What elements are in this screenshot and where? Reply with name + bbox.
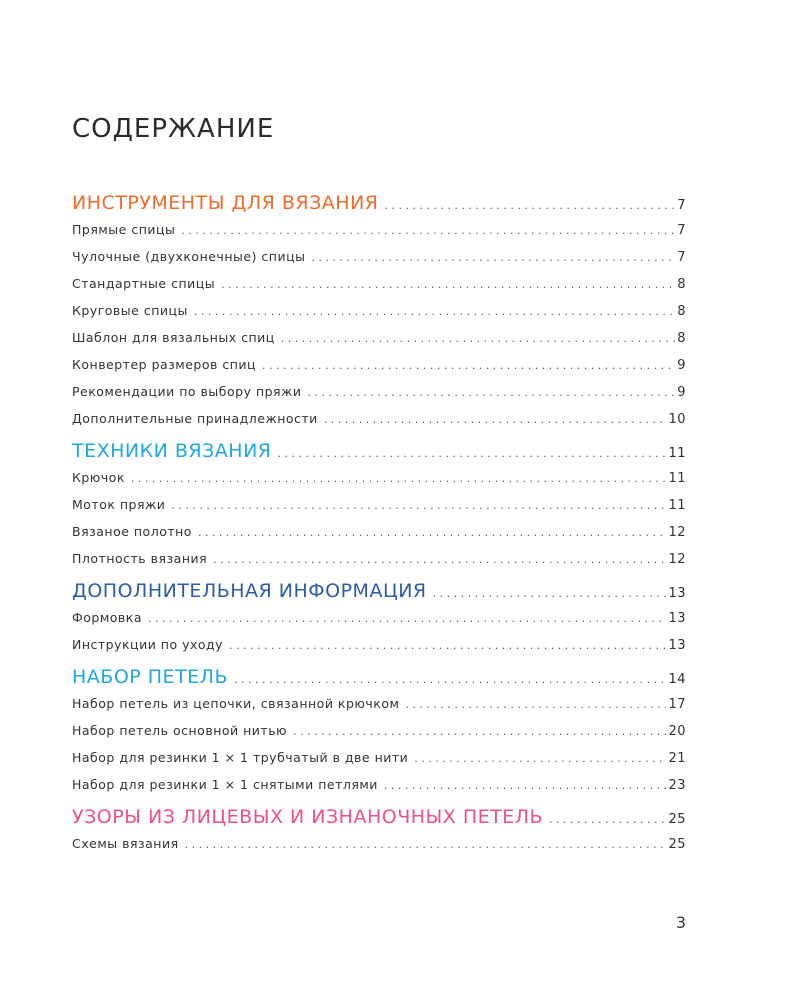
toc-entry-page-number: 11 bbox=[668, 498, 686, 513]
toc-entry-page-number: 12 bbox=[668, 552, 686, 567]
section-page-number: 25 bbox=[668, 812, 686, 827]
dot-leader bbox=[221, 278, 675, 291]
section-page-number: 14 bbox=[668, 672, 686, 687]
toc-entry[interactable] bbox=[72, 637, 686, 664]
toc-entry-label: Набор для резинки 1 × 1 трубчатый в две нити bbox=[72, 750, 409, 765]
toc-entry[interactable] bbox=[72, 330, 686, 357]
toc-section-heading[interactable] bbox=[72, 440, 686, 470]
toc-entry-label: Моток пряжи bbox=[72, 497, 166, 512]
toc-entry-page-number: 13 bbox=[668, 638, 686, 653]
dot-leader bbox=[213, 553, 666, 566]
toc-entry-page-number: 9 bbox=[677, 385, 686, 400]
toc-entry-label: Вязаное полотно bbox=[72, 524, 192, 539]
dot-leader bbox=[384, 779, 667, 792]
toc-entry-page-number: 10 bbox=[668, 412, 686, 427]
dot-leader bbox=[198, 526, 667, 539]
toc-entry[interactable] bbox=[72, 524, 686, 551]
toc-entry[interactable] bbox=[72, 610, 686, 637]
toc-entry[interactable] bbox=[72, 777, 686, 804]
toc-entry[interactable] bbox=[72, 222, 686, 249]
section-heading-label: ДОПОЛНИТЕЛЬНАЯ ИНФОРМАЦИЯ bbox=[72, 580, 427, 602]
dot-leader bbox=[311, 251, 675, 264]
toc-section bbox=[72, 440, 686, 578]
table-of-contents bbox=[72, 192, 686, 863]
toc-entry-page-number: 12 bbox=[668, 525, 686, 540]
toc-entry-page-number: 7 bbox=[677, 250, 686, 265]
section-page-number: 11 bbox=[668, 446, 686, 461]
toc-entry-label: Чулочные (двухконечные) спицы bbox=[72, 249, 306, 264]
toc-entry[interactable] bbox=[72, 723, 686, 750]
toc-entry-label: Стандартные спицы bbox=[72, 276, 216, 291]
toc-entry-label: Плотность вязания bbox=[72, 551, 208, 566]
toc-entry-label: Набор для резинки 1 × 1 снятыми петлями bbox=[72, 777, 378, 792]
toc-entry[interactable] bbox=[72, 249, 686, 276]
dot-leader bbox=[385, 199, 676, 212]
toc-section-heading[interactable] bbox=[72, 806, 686, 836]
toc-entry-label: Конвертер размеров спиц bbox=[72, 357, 257, 372]
toc-entry-label: Шаблон для вязальных спиц bbox=[72, 330, 275, 345]
dot-leader bbox=[549, 813, 666, 826]
dot-leader bbox=[278, 447, 667, 460]
toc-entry-label: Набор петель из цепочки, связанной крючком bbox=[72, 696, 400, 711]
toc-entry[interactable] bbox=[72, 551, 686, 578]
dot-leader bbox=[262, 359, 675, 372]
toc-entry[interactable] bbox=[72, 357, 686, 384]
dot-leader bbox=[234, 673, 666, 686]
section-heading-label: ТЕХНИКИ ВЯЗАНИЯ bbox=[72, 440, 272, 462]
dot-leader bbox=[433, 587, 667, 600]
toc-entry-page-number: 23 bbox=[668, 778, 686, 793]
toc-entry-page-number: 7 bbox=[677, 223, 686, 238]
toc-entry[interactable] bbox=[72, 750, 686, 777]
dot-leader bbox=[293, 725, 666, 738]
toc-entry-label: Дополнительные принадлежности bbox=[72, 411, 318, 426]
toc-section-heading[interactable] bbox=[72, 666, 686, 696]
section-page-number: 7 bbox=[677, 198, 686, 213]
toc-entry[interactable] bbox=[72, 470, 686, 497]
toc-entry[interactable] bbox=[72, 303, 686, 330]
toc-entry-page-number: 9 bbox=[677, 358, 686, 373]
dot-leader bbox=[148, 612, 666, 625]
dot-leader bbox=[194, 305, 675, 318]
toc-entry-page-number: 13 bbox=[668, 611, 686, 626]
section-heading-label: ИНСТРУМЕНТЫ ДЛЯ ВЯЗАНИЯ bbox=[72, 192, 379, 214]
toc-entry-page-number: 8 bbox=[677, 304, 686, 319]
toc-entry[interactable] bbox=[72, 384, 686, 411]
toc-entry-page-number: 8 bbox=[677, 277, 686, 292]
toc-entry-label: Рекомендации по выбору пряжи bbox=[72, 384, 302, 399]
toc-entry-page-number: 8 bbox=[677, 331, 686, 346]
dot-leader bbox=[185, 838, 667, 851]
toc-entry-label: Схемы вязания bbox=[72, 836, 179, 851]
toc-entry[interactable] bbox=[72, 276, 686, 303]
toc-section bbox=[72, 192, 686, 438]
section-heading-label: УЗОРЫ ИЗ ЛИЦЕВЫХ И ИЗНАНОЧНЫХ ПЕТЕЛЬ bbox=[72, 806, 544, 828]
dot-leader bbox=[307, 386, 675, 399]
section-page-number: 13 bbox=[668, 586, 686, 601]
toc-entry-page-number: 20 bbox=[668, 724, 686, 739]
toc-entry-page-number: 21 bbox=[668, 751, 686, 766]
toc-entry-page-number: 17 bbox=[668, 697, 686, 712]
toc-section bbox=[72, 666, 686, 804]
page-number: 3 bbox=[675, 913, 686, 932]
dot-leader bbox=[171, 499, 666, 512]
dot-leader bbox=[229, 639, 666, 652]
dot-leader bbox=[405, 698, 666, 711]
toc-entry-label: Прямые спицы bbox=[72, 222, 176, 237]
toc-entry[interactable] bbox=[72, 696, 686, 723]
toc-entry-label: Круговые спицы bbox=[72, 303, 188, 318]
dot-leader bbox=[281, 332, 675, 345]
toc-entry-page-number: 25 bbox=[668, 837, 686, 852]
dot-leader bbox=[181, 224, 675, 237]
dot-leader bbox=[131, 472, 667, 485]
toc-entry-label: Инструкции по уходу bbox=[72, 637, 224, 652]
toc-entry-label: Крючок bbox=[72, 470, 125, 485]
toc-entry[interactable] bbox=[72, 411, 686, 438]
toc-entry-page-number: 11 bbox=[668, 471, 686, 486]
dot-leader bbox=[414, 752, 666, 765]
section-heading-label: НАБОР ПЕТЕЛЬ bbox=[72, 666, 228, 688]
toc-section bbox=[72, 806, 686, 863]
toc-section bbox=[72, 580, 686, 664]
page-title: СОДЕРЖАНИЕ bbox=[72, 114, 275, 144]
toc-entry[interactable] bbox=[72, 497, 686, 524]
dot-leader bbox=[324, 413, 667, 426]
toc-section-heading[interactable] bbox=[72, 580, 686, 610]
toc-entry-label: Формовка bbox=[72, 610, 142, 625]
toc-entry[interactable] bbox=[72, 836, 686, 863]
toc-entry-label: Набор петель основной нитью bbox=[72, 723, 288, 738]
toc-section-heading[interactable] bbox=[72, 192, 686, 222]
